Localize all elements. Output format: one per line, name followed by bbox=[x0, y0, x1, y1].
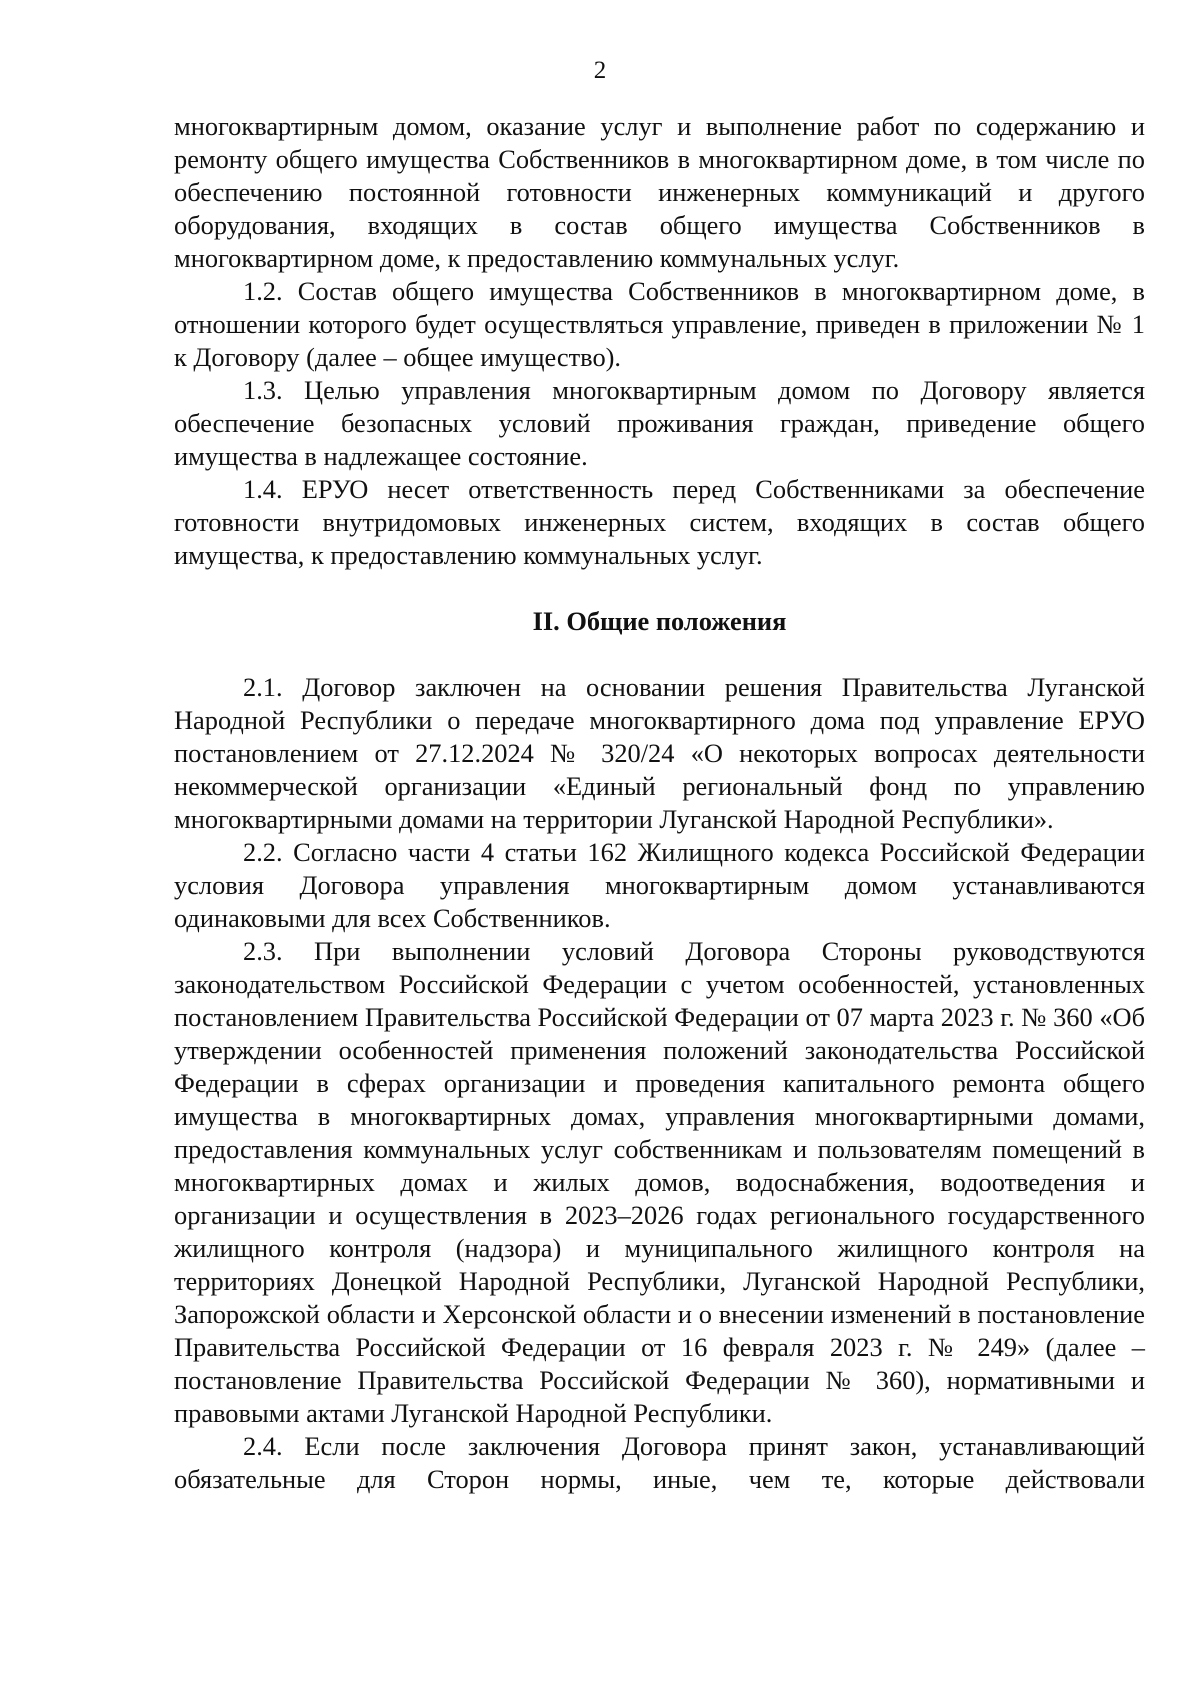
section-heading: II. Общие положения bbox=[532, 606, 787, 636]
paragraph-2-4: 2.4. Если после заключения Договора принят закон, устанавливающий обязательные для Сторон нормы, иные, чем те, которые действовали bbox=[174, 1431, 1145, 1494]
paragraph-1-2: 1.2. Состав общего имущества Собственников в многоквартирном доме, в отношении которого будет осуществляться управление, приведен в приложении № 1 к Договору (далее – общее имущество). bbox=[174, 276, 1145, 372]
paragraph-1-1-continuation: многоквартирным домом, оказание услуг и выполнение работ по содержанию и ремонту общего имущества Собственников в многоквартирном доме, в том числе по обеспечению постоянной готовности инженерных коммуникаций и другого оборудования, входящих в состав общего имущества Собственников в многоквартирном доме, к предоставлению коммунальных услуг. bbox=[174, 111, 1145, 273]
paragraph-1-3: 1.3. Целью управления многоквартирным домом по Договору является обеспечение безопасных условий проживания граждан, приведение общего имущества в надлежащее состояние. bbox=[174, 375, 1145, 471]
paragraph-2-3: 2.3. При выполнении условий Договора Стороны руководствуются законодательством Российской Федерации с учетом особенностей, установленных постановлением Правительства Российской Федерации от 07 марта 2023 г. № 360 «Об утверждении особенностей применения положений законодательства Российской Федерации в сферах организации и проведения капитального ремонта общего имущества в многоквартирных домах, управления многоквартирными домами, предоставления коммунальных услуг собственникам и пользователям помещений в многоквартирных домах и жилых домов, водоснабжения, водоотведения и организации и осуществления в 2023–2026 годах регионального государственного жилищного контроля (надзора) и муниципального жилищного контроля на территориях Донецкой Народной Республики, Луганской Народной Республики, Запорожской области и Херсонской области и о внесении изменений в постановление Правительства Российской Федерации от 16 февраля 2023 г. № 249» (далее – постановление Правительства Российской Федерации № 360), нормативными и правовыми актами Луганской Народной Республики. bbox=[174, 936, 1145, 1428]
paragraph-2-2: 2.2. Согласно части 4 статьи 162 Жилищного кодекса Российской Федерации условия Договора управления многоквартирным домом устанавливаются одинаковыми для всех Собственников. bbox=[174, 837, 1145, 933]
document-body bbox=[174, 110, 1145, 1496]
paragraph-2-1: 2.1. Договор заключен на основании решения Правительства Луганской Народной Республики о передаче многоквартирного дома под управление ЕРУО постановлением от 27.12.2024 № 320/24 «О некоторых вопросах деятельности некоммерческой организации «Единый региональный фонд по управлению многоквартирными домами на территории Луганской Народной Республики». bbox=[174, 672, 1145, 834]
paragraph-1-4: 1.4. ЕРУО несет ответственность перед Собственниками за обеспечение готовности внутридомовых инженерных систем, входящих в состав общего имущества, к предоставлению коммунальных услуг. bbox=[174, 474, 1145, 570]
page-number: 2 bbox=[593, 57, 607, 84]
